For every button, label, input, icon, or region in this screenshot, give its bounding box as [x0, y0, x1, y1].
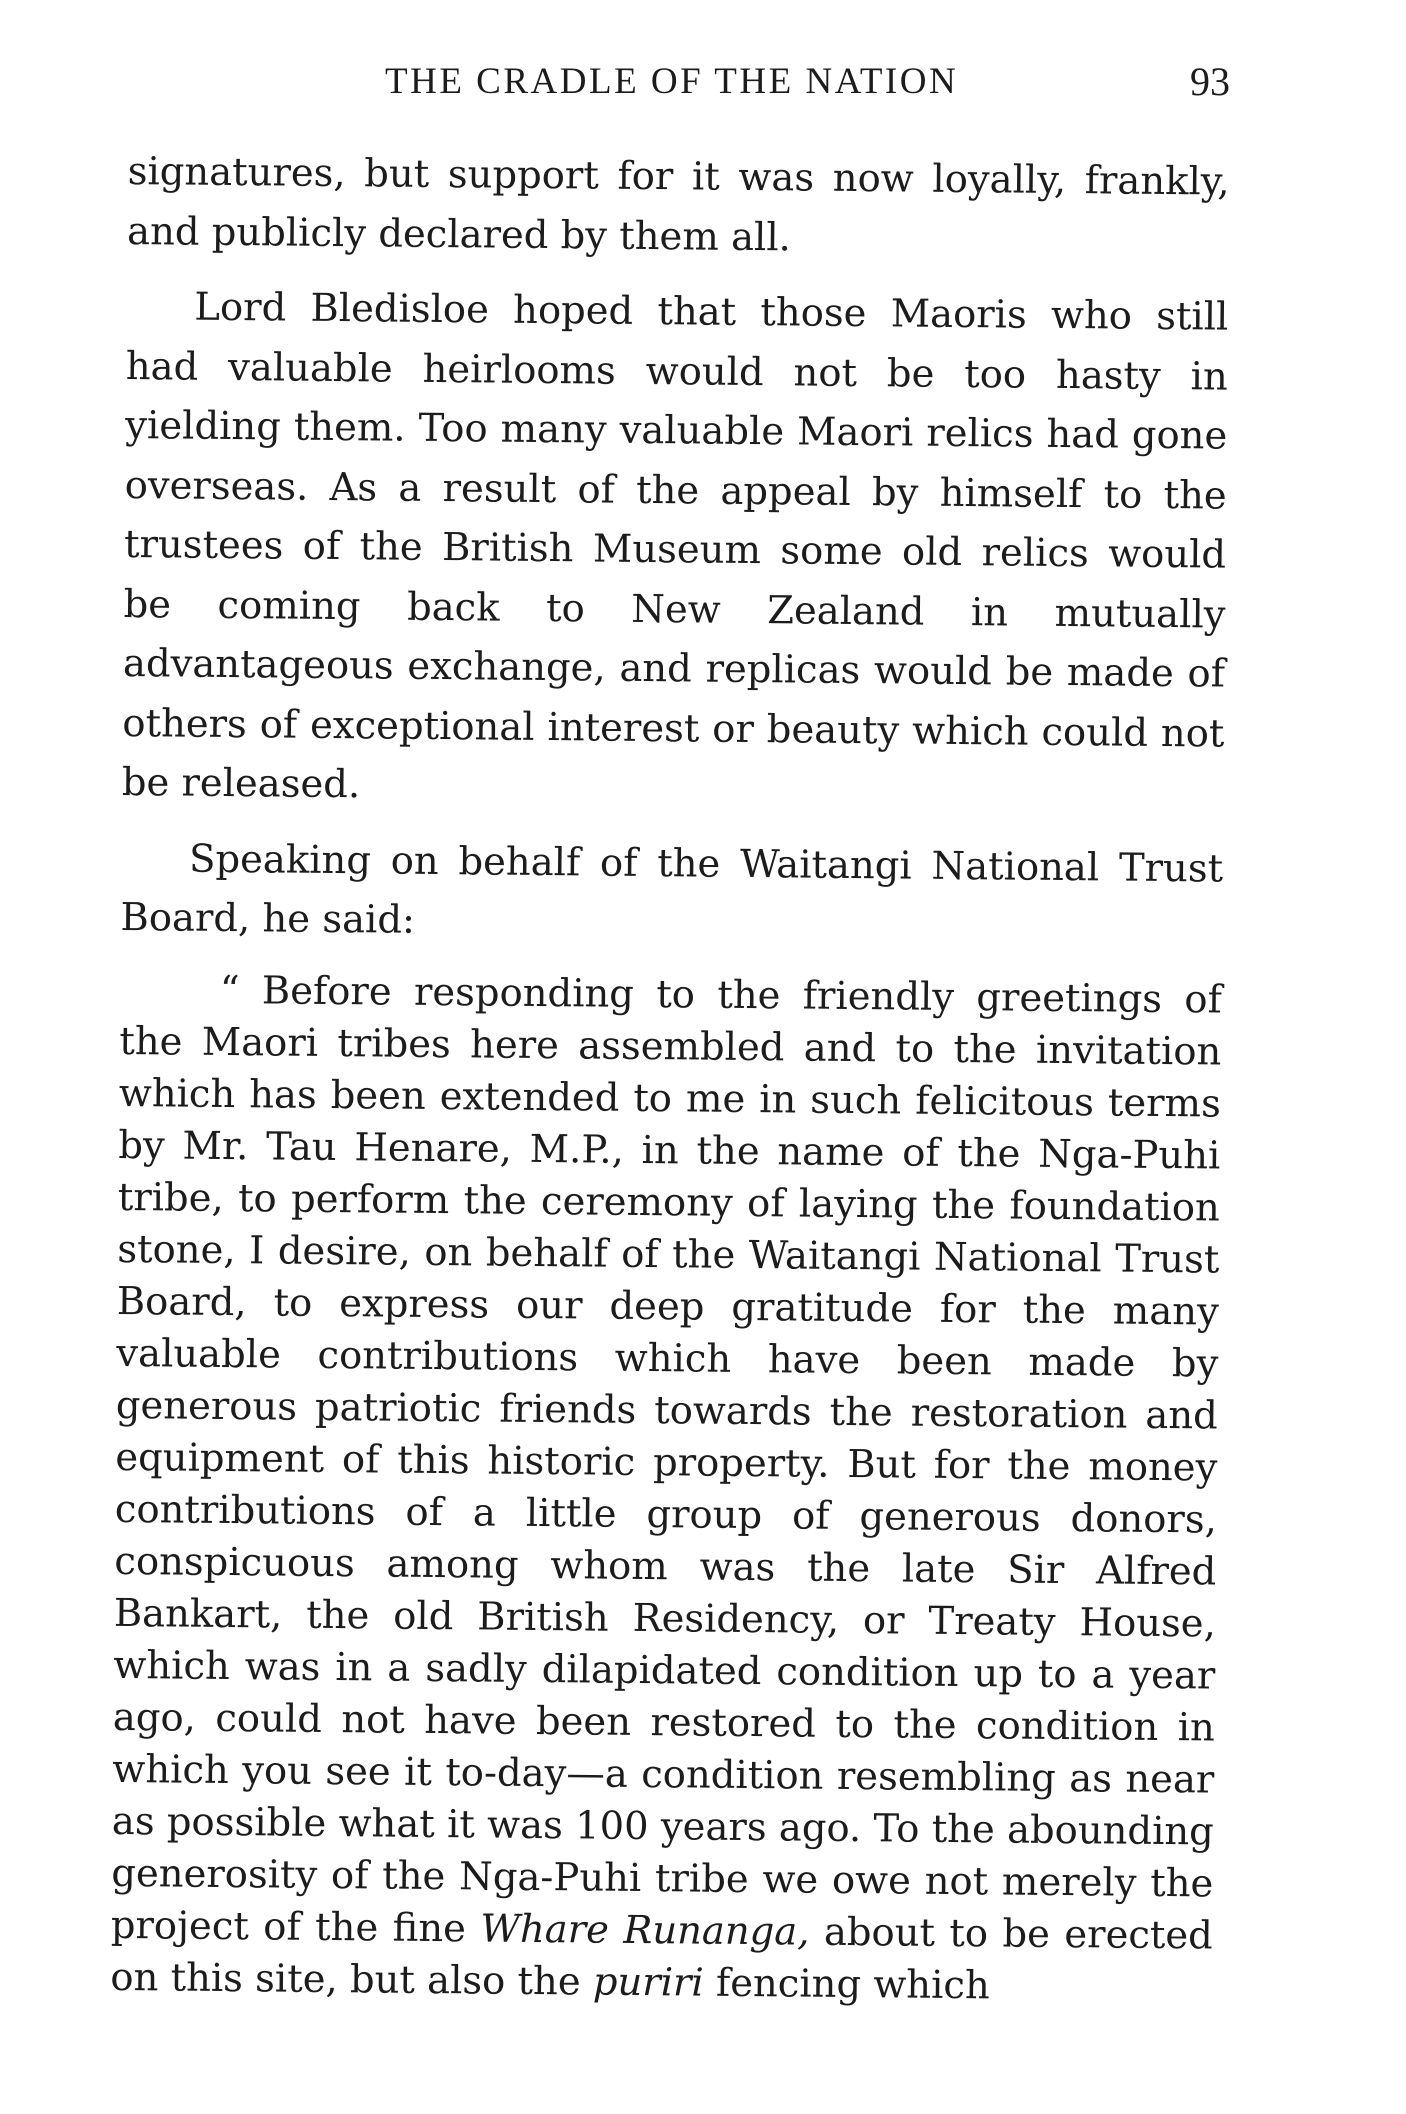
quote-text-2: about to be erected on this site, but also the [110, 1909, 1214, 2005]
page-number: 93 [1190, 59, 1230, 104]
running-title: THE CRADLE OF THE NATION [385, 61, 959, 102]
running-head [130, 52, 1230, 112]
quote-text-1: “ Before responding to the friendly greetings of the Maori tribes here assembled and to the invitation which has been extended to me in such felicitous terms by Mr. Tau Henare, M.P., in the name of the Nga-Puhi tribe, to perform the ceremony of laying the foundation stone, I desire, on behalf of the Waitangi National Trust Board, to express our deep gratitude for the many valuable contributions which have been made by generous patriotic friends towards the restoration and equipment of this historic property. But for the money contributions of a little group of generous donors, conspicuous among whom was the late Sir Alfred Bankart, the old British Residency, or Treaty House, which was in a sadly dilapidated condition up to a year ago, could not have been restored to the condition in which you see it to-day—a condition resembling as near as possible what it was 100 years ago. To the abounding generosity of the Nga-Puhi tribe we owe not merely the project of the fine [110, 967, 1223, 1951]
quote-italic-whare-runanga: Whare Runanga, [480, 1905, 810, 1955]
paragraph-heirlooms: Lord Bledisloe hoped that those Maoris who still had valuable heirlooms would not be too hasty in yielding them. Too many valuable Maori relics had gone overseas. As a result of the appeal by himself to the trustees of the British Museum some old relics would be coming back to New Zealand in mutually advantageous exchange, and replicas would be made of others of exceptional interest or beauty which could not be released. [121, 284, 1229, 808]
body-text [110, 142, 1230, 2030]
paragraph-speaking: Speaking on behalf of the Waitangi National Trust Board, he said: [120, 836, 1224, 943]
paragraph-signatures: signatures, but support for it was now loyally, frankly, and publicly declared by them all. [126, 148, 1230, 260]
paragraph-quote [110, 963, 1222, 2014]
quote-italic-puriri: puriri [592, 1959, 704, 2006]
quote-text-3: fencing which [703, 1960, 990, 2008]
